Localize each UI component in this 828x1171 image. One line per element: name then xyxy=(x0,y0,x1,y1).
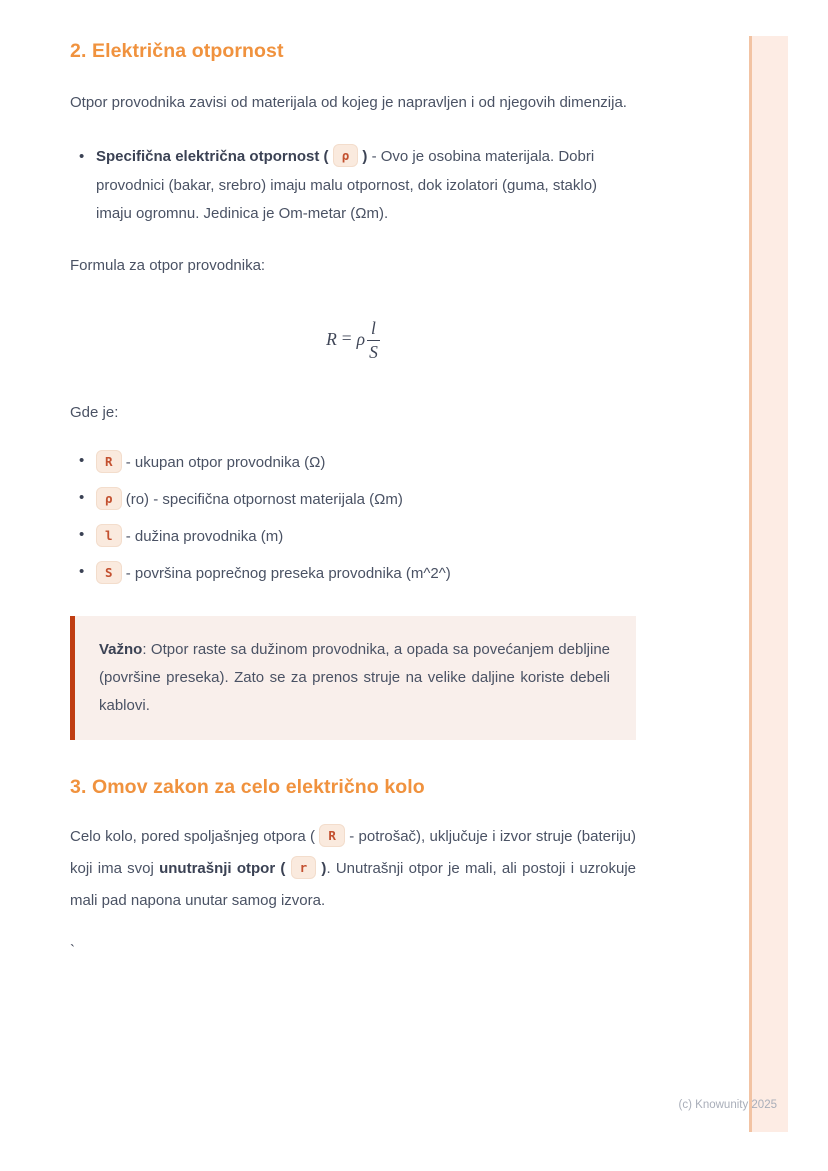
right-margin-stripe xyxy=(749,36,788,1132)
bullet-bold-suffix: ) xyxy=(358,148,368,165)
bullet-specific-resistance xyxy=(70,143,636,229)
resistance-formula xyxy=(70,319,636,363)
section-2-heading: 2. Električna otpornost xyxy=(70,40,284,62)
formula-lhs: R xyxy=(326,328,337,349)
r-lowercase-code-badge: r xyxy=(291,856,317,879)
formula-numerator: l xyxy=(367,319,380,341)
list-item xyxy=(70,524,636,547)
formula-denominator: S xyxy=(369,341,378,362)
paragraph-text: . Unutrašnji otpor je mali, ali postoji i uzrokuje mali pad napona unutar samog izvora. xyxy=(70,860,637,909)
rho-code-badge: ρ xyxy=(333,144,359,167)
r-uppercase-code-badge: R xyxy=(319,824,345,847)
list-item-text: (ro) - specifična otpornost materijala (Ωm) xyxy=(121,491,403,508)
paragraph-text: Celo kolo, pored spoljašnjeg otpora ( xyxy=(70,828,320,845)
callout-text: : Otpor raste sa dužinom provodnika, a opada sa povećanjem debljine (površine preseka). Zato se za prenos struje na velike daljine koriste debeli kablovi. xyxy=(99,641,610,714)
copyright-footer: (c) Knowunity 2025 xyxy=(678,1099,777,1111)
paragraph-bold-text: ) xyxy=(316,860,327,877)
formula-equals: = xyxy=(341,328,352,349)
important-callout xyxy=(70,616,636,740)
rho-code-badge: ρ xyxy=(96,487,122,510)
section-3-paragraph xyxy=(70,821,636,917)
list-item-text: - površina poprečnog preseka provodnika (m^2^) xyxy=(121,565,451,582)
s-code-badge: S xyxy=(96,561,122,584)
list-item-text: - dužina provodnika (m) xyxy=(121,528,284,545)
l-code-badge: l xyxy=(96,524,122,547)
paragraph-bold-text: unutrašnji otpor ( xyxy=(159,860,291,877)
list-item xyxy=(70,561,636,584)
list-item xyxy=(70,450,636,473)
callout-bold-label: Važno xyxy=(99,641,143,658)
list-item xyxy=(70,487,636,510)
document-content xyxy=(70,40,636,961)
list-item-text: - ukupan otpor provodnika (Ω) xyxy=(121,454,326,471)
paragraph-text: - potrošač), uključuje i izvor struje (bateriju) koji ima svoj xyxy=(70,828,636,877)
bullet-text: - Ovo je osobina materijala. Dobri provodnici (bakar, srebro) imaju malu otpornost, dok izolatori (guma, staklo) imaju ogromnu. Jedinica je Om-metar (Ωm). xyxy=(96,148,598,222)
formula-label: Formula za otpor provodnika: xyxy=(70,256,266,274)
bullet-bold-prefix: Specifična električna otpornost ( xyxy=(96,148,333,165)
formula-coefficient: ρ xyxy=(356,328,366,349)
stray-backtick: ` xyxy=(70,942,75,959)
r-code-badge: R xyxy=(96,450,122,473)
section-3-heading: 3. Omov zakon za celo električno kolo xyxy=(70,776,425,798)
formula-fraction xyxy=(367,319,380,363)
variables-list xyxy=(70,450,636,584)
where-label: Gde je: xyxy=(70,404,119,421)
section-2-intro: Otpor provodnika zavisi od materijala od kojeg je napravljen i od njegovih dimenzija. xyxy=(70,94,627,111)
